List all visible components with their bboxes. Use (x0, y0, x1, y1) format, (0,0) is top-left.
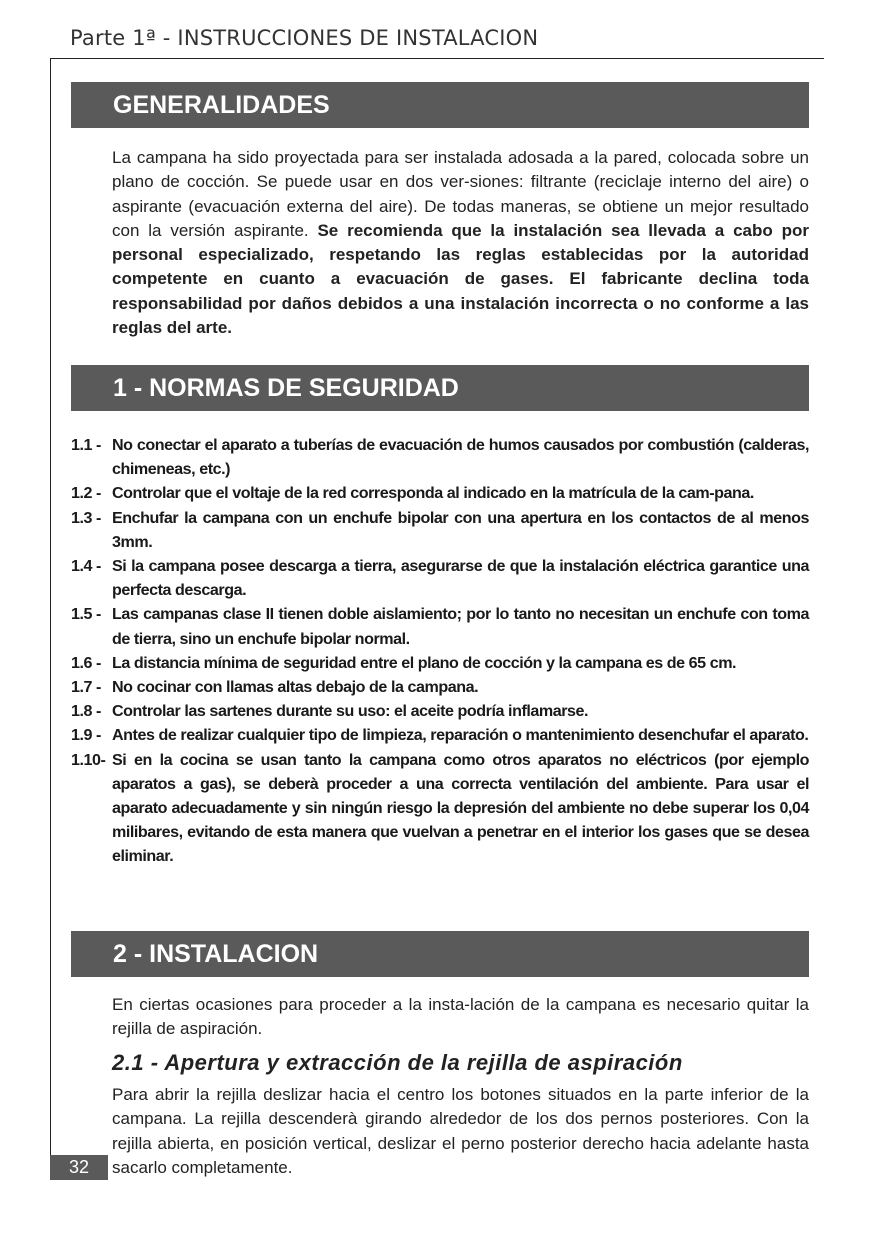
instalacion-body: Para abrir la rejilla deslizar hacia el centro los botones situados en la parte inferior de la campana. La rejilla descenderà girando alrededor de los dos pernos posteriores. Con la rejilla abierta, en posición vertical, deslizar el perno posterior derecho hacia adelante hasta sacarlo completamente. (112, 1085, 809, 1177)
safety-rule (71, 506, 809, 554)
rule-text: No cocinar con llamas altas debajo de la campana. (112, 678, 479, 697)
rule-number: 1.2 - (71, 484, 101, 503)
rule-text: Si en la cocina se usan tanto la campana como otros aparatos no eléctricos (por ejemplo aparatos a gas), se deberà proceder a una correcta ventilación del ambiente. Para usar el aparato adecuadamente y sin ningún riesgo la depresión del ambiente no debe superar los 0,04 milibares, evitando de esta manera que vuelvan a penetrar en el interior los gases que se desea eliminar. (112, 750, 809, 866)
generalidades-paragraph (112, 146, 809, 340)
rule-number: 1.3 - (71, 508, 101, 527)
safety-rules-list (71, 433, 809, 869)
instalacion-intro: En ciertas ocasiones para proceder a la insta-lación de la campana es necesario quitar la rejilla de aspiración. (112, 995, 809, 1039)
generalidades-warning: Se recomienda que la instalación sea llevada a cabo por personal especializado, respetando las reglas establecidas por la autoridad competente en cuanto a evacuación de gases. El fabricante declina toda responsabilidad por daños debidos a una instalación incorrecta o no conforme a las reglas del arte. (112, 220, 809, 338)
rule-number: 1.4 - (71, 557, 101, 576)
rule-text: Si la campana posee descarga a tierra, asegurarse de que la instalación eléctrica garantice una perfecta descarga. (112, 557, 809, 600)
safety-rule (71, 651, 809, 675)
rule-number: 1.5 - (71, 605, 101, 624)
safety-rule (71, 554, 809, 602)
rule-text: Antes de realizar cualquier tipo de limpieza, reparación o mantenimiento desenchufar el aparato. (112, 726, 809, 745)
safety-rule (71, 748, 809, 869)
safety-rule (71, 675, 809, 699)
margin-rule (50, 58, 51, 1180)
section-title-generalidades: GENERALIDADES (71, 82, 809, 128)
rule-text: No conectar el aparato a tuberías de evacuación de humos causados por combustión (calderas, chimeneas, etc.) (112, 436, 809, 479)
rule-number: 1.7 - (71, 678, 101, 697)
safety-rule (71, 723, 809, 747)
rule-text: Las campanas clase II tienen doble aislamiento; por lo tanto no necesitan un enchufe con toma de tierra, sino un enchufe bipolar normal. (112, 605, 809, 648)
safety-rule (71, 481, 809, 505)
running-header: Parte 1ª - INSTRUCCIONES DE INSTALACION (70, 26, 539, 50)
rule-text: Controlar las sartenes durante su uso: el aceite podría inflamarse. (112, 702, 589, 721)
rule-number: 1.8 - (71, 702, 101, 721)
section-title-instalacion: 2 - INSTALACION (71, 931, 809, 977)
section-title-normas: 1 - NORMAS DE SEGURIDAD (71, 365, 809, 411)
rule-text: La distancia mínima de seguridad entre el plano de cocción y la campana es de 65 cm. (112, 653, 737, 672)
rule-text: Enchufar la campana con un enchufe bipolar con una apertura en los contactos de al menos 3mm. (112, 508, 809, 551)
generalidades-intro: La campana ha sido proyectada para ser instalada adosada a la pared, colocada sobre un plano de cocción. Se puede usar en dos ver-siones: filtrante (reciclaje interno del aire) o aspirante (evacuación externa del aire). De todas maneras, se obtiene un mejor resultado con la versión aspirante. (112, 148, 809, 240)
rule-number: 1.6 - (71, 653, 101, 672)
page-number: 32 (50, 1155, 108, 1180)
rule-number: 1.10- (71, 750, 106, 769)
safety-rule (71, 699, 809, 723)
subsection-title: 2.1 - Apertura y extracción de la rejilla de aspiración (112, 1050, 683, 1075)
rule-number: 1.1 - (71, 436, 101, 454)
safety-rule (71, 433, 809, 481)
safety-rule (71, 602, 809, 650)
rule-text: Controlar que el voltaje de la red corresponda al indicado en la matrícula de la cam-pana. (112, 484, 754, 503)
header-rule (50, 58, 824, 59)
rule-number: 1.9 - (71, 726, 101, 745)
